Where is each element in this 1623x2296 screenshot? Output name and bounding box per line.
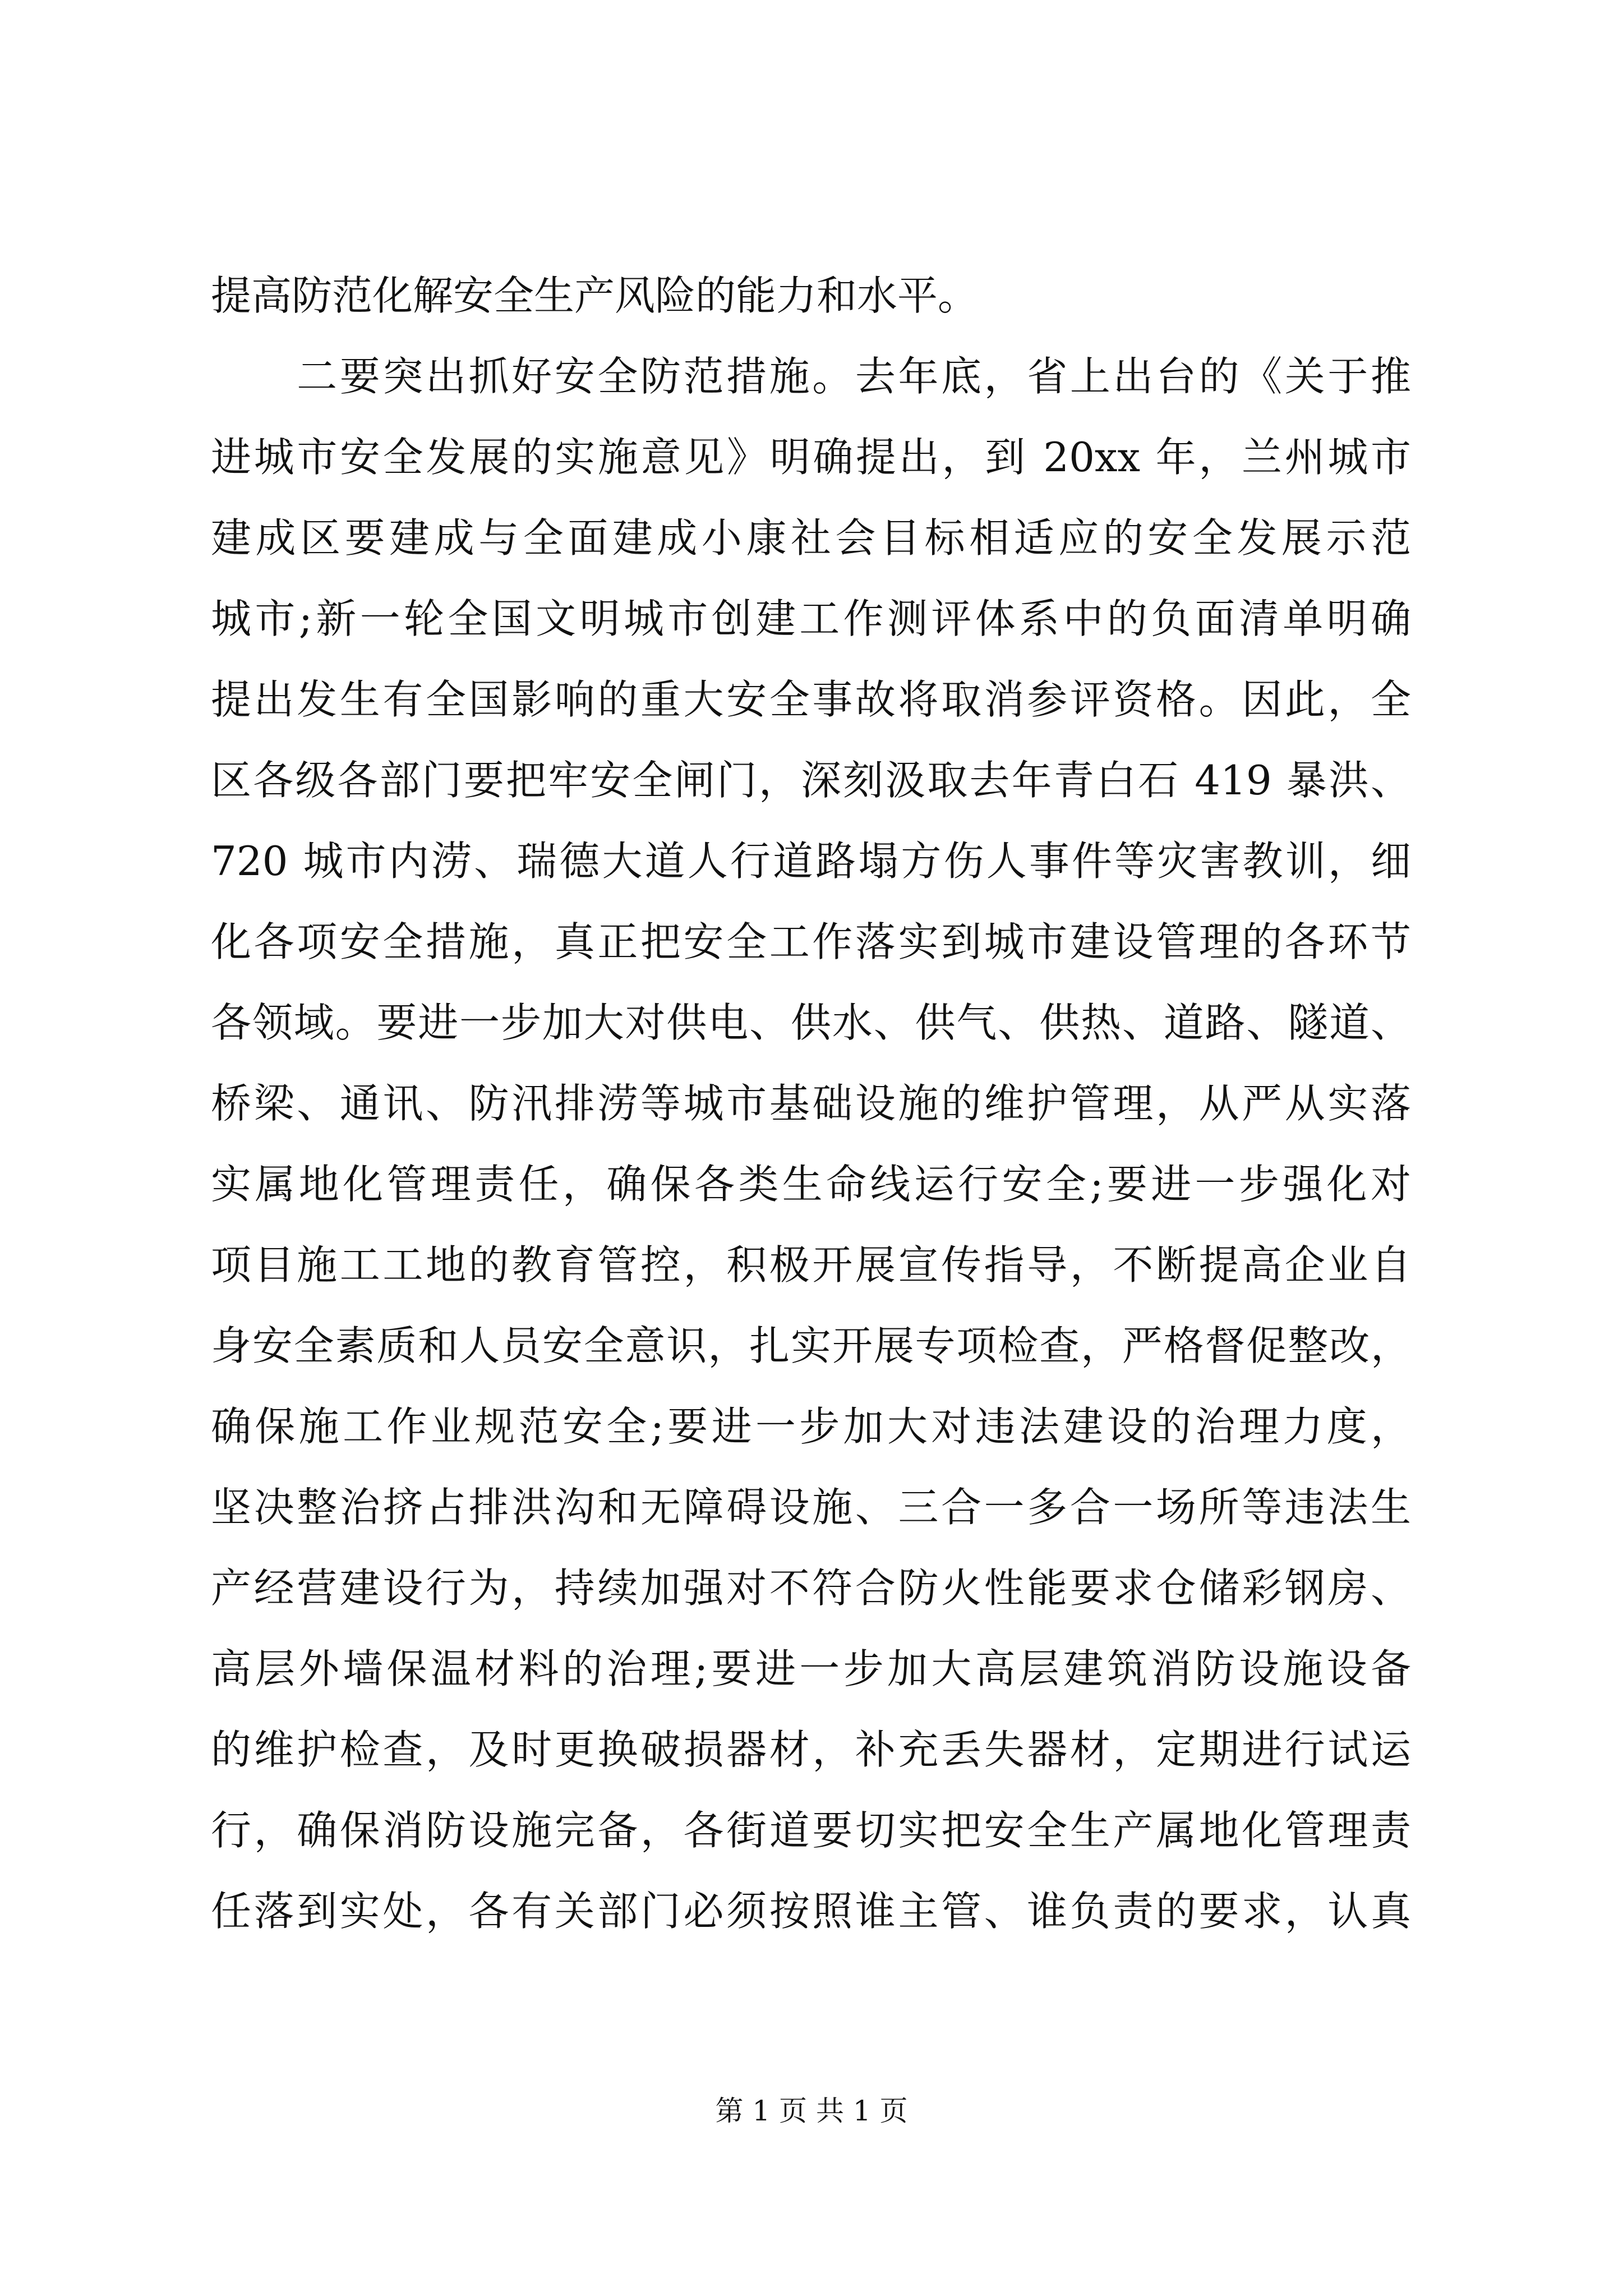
text-line: 二要突出抓好安全防范措施。去年底，省上出台的《关于推 xyxy=(211,353,1411,400)
text-line: 720 城市内涝、瑞德大道人行道路塌方伤人事件等灾害教训，细 xyxy=(211,838,1411,885)
text-line: 实属地化管理责任，确保各类生命线运行安全;要进一步强化对 xyxy=(211,1161,1411,1208)
text-line: 提出发生有全国影响的重大安全事故将取消参评资格。因此，全 xyxy=(211,676,1411,723)
text-line: 项目施工工地的教育管控，积极开展宣传指导，不断提高企业自 xyxy=(211,1241,1411,1289)
text-line: 各领域。要进一步加大对供电、供水、供气、供热、道路、隧道、 xyxy=(211,999,1411,1046)
page-footer: 第 1 页 共 1 页 xyxy=(715,2095,908,2127)
text-line: 坚决整治挤占排洪沟和无障碍设施、三合一多合一场所等违法生 xyxy=(211,1484,1411,1531)
text-line: 任落到实处，各有关部门必须按照谁主管、谁负责的要求，认真 xyxy=(211,1888,1411,1935)
body-text xyxy=(211,255,1411,1952)
text-line: 化各项安全措施，真正把安全工作落实到城市建设管理的各环节 xyxy=(211,918,1411,965)
text-line: 确保施工作业规范安全;要进一步加大对违法建设的治理力度， xyxy=(211,1403,1411,1450)
text-line: 高层外墙保温材料的治理;要进一步加大高层建筑消防设施设备 xyxy=(211,1645,1411,1692)
text-line: 进城市安全发展的实施意见》明确提出，到 20xx 年，兰州城市 xyxy=(211,434,1411,481)
text-line: 提高防范化解安全生产风险的能力和水平。 xyxy=(211,272,979,319)
text-line: 身安全素质和人员安全意识，扎实开展专项检查，严格督促整改， xyxy=(211,1322,1411,1369)
text-line: 区各级各部门要把牢安全闸门，深刻汲取去年青白石 419 暴洪、 xyxy=(211,757,1411,804)
text-line: 桥梁、通讯、防汛排涝等城市基础设施的维护管理，从严从实落 xyxy=(211,1080,1411,1127)
text-line: 城市;新一轮全国文明城市创建工作测评体系中的负面清单明确 xyxy=(211,595,1411,642)
text-line: 建成区要建成与全面建成小康社会目标相适应的安全发展示范 xyxy=(211,514,1411,562)
text-line: 产经营建设行为，持续加强对不符合防火性能要求仓储彩钢房、 xyxy=(211,1565,1411,1612)
text-line: 的维护检查，及时更换破损器材，补充丢失器材，定期进行试运 xyxy=(211,1726,1411,1773)
text-line: 行，确保消防设施完备，各街道要切实把安全生产属地化管理责 xyxy=(211,1807,1411,1854)
